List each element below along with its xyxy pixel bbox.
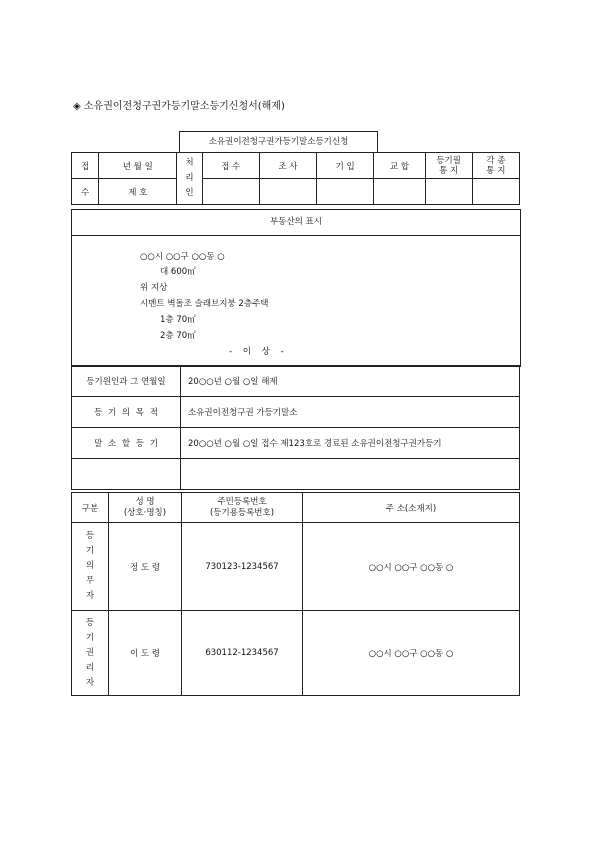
col-misc-notice (472, 153, 519, 179)
col-inspection: 조 사 (259, 153, 316, 179)
property-heading-text: 부동산의 표시 (270, 217, 322, 227)
obligee-name: 이 도 령 (109, 611, 182, 696)
property-line-address: ○○시 ○○구 ○○동 ○ (140, 252, 225, 262)
application-header-box (179, 131, 378, 153)
id-header (182, 493, 303, 523)
reception-date-header: 년 월 일 (99, 153, 177, 179)
completion-notice-line2: 통 지 (439, 165, 459, 176)
property-line-land: 대 600㎡ (160, 267, 196, 277)
obligor-id: 730123-1234567 (182, 523, 303, 611)
blank-misc-notice-cell (472, 179, 519, 205)
purpose-value: 소유권이전청구권 가등기말소 (181, 397, 520, 428)
cause-label: 등기원인과 그 연월일 (72, 366, 181, 397)
kind-header: 구분 (72, 493, 109, 523)
obligor-address: ○○시 ○○구 ○○동 ○ (303, 523, 520, 611)
obligor-kind (72, 523, 109, 611)
document-title-row (73, 97, 285, 112)
property-section (71, 209, 521, 367)
blank-reception-cell (202, 179, 259, 205)
cancel-registration-value: 20○○년 ○월 ○일 접수 제123호로 경료된 소유권이전청구권가등기 (181, 428, 520, 459)
application-header-label: 소유권이전청구권가등기말소등기신청 (208, 137, 349, 147)
obligee-kind-char: 기 (85, 632, 95, 643)
property-line-end: - 이 상 - (229, 347, 284, 357)
blank-value-cell (181, 459, 520, 490)
col-entry: 기 입 (317, 153, 374, 179)
processor-char-3: 인 (185, 188, 194, 198)
obligee-kind-char: 리 (85, 662, 95, 673)
name-header-line1: 성 명 (135, 496, 155, 507)
document-title: 소유권이전청구권가등기말소등기신청서(해제) (83, 101, 285, 112)
obligee-kind-char: 등 (85, 617, 95, 628)
property-line-above: 위 지상 (140, 283, 168, 293)
cause-value: 20○○년 ○월 ○일 해제 (181, 366, 520, 397)
name-header-line2: (상호·명칭) (123, 507, 167, 518)
processor-char-1: 처 (185, 158, 194, 168)
diamond-bullet-icon: ◈ (73, 101, 81, 112)
col-verification: 교 합 (374, 153, 425, 179)
blank-entry-cell (317, 179, 374, 205)
obligee-id: 630112-1234567 (182, 611, 303, 696)
completion-notice-line1: 등기필 (436, 155, 461, 166)
obligor-name: 정 도 령 (109, 523, 182, 611)
reception-number-cell: 제 호 (99, 179, 177, 205)
property-line-structure: 시멘트 벽돌조 슬래브지붕 2층주택 (140, 299, 269, 309)
col-reception: 접 수 (202, 153, 259, 179)
obligor-kind-char: 의 (85, 561, 95, 571)
reception-su-cell: 수 (72, 179, 99, 205)
table-row (72, 523, 520, 611)
obligee-kind-char: 권 (85, 647, 95, 658)
parties-table (71, 492, 520, 696)
registration-info-table (71, 365, 520, 490)
id-header-line1: 주민등록번호 (217, 496, 267, 507)
obligee-address: ○○시 ○○구 ○○동 ○ (303, 611, 520, 696)
obligee-kind (72, 611, 109, 696)
misc-notice-line1: 각 종 (486, 155, 506, 166)
misc-notice-line2: 통 지 (486, 165, 506, 176)
id-header-line2: (등기용등록번호) (209, 507, 275, 518)
property-heading (72, 210, 520, 236)
reception-jeop-cell: 접 (72, 153, 99, 179)
obligor-kind-char: 등 (85, 531, 95, 541)
blank-inspection-cell (259, 179, 316, 205)
obligor-kind-char: 무 (85, 576, 95, 586)
processor-char-2: 리 (185, 173, 194, 183)
reception-table (71, 152, 520, 205)
property-line-floor2: 2층 70㎡ (160, 331, 196, 341)
blank-verification-cell (374, 179, 425, 205)
blank-completion-notice-cell (425, 179, 472, 205)
name-header (109, 493, 182, 523)
address-header: 주 소(소재지) (303, 493, 520, 523)
cancel-registration-label: 말 소 할 등 기 (72, 428, 181, 459)
col-completion-notice (425, 153, 472, 179)
obligee-kind-char: 자 (85, 677, 95, 688)
blank-label-cell (72, 459, 181, 490)
table-row (72, 611, 520, 696)
property-line-floor1: 1층 70㎡ (160, 315, 196, 325)
obligor-kind-char: 기 (85, 546, 95, 556)
obligor-kind-char: 자 (85, 591, 95, 601)
processor-header (177, 153, 202, 205)
purpose-label: 등 기 의 목 적 (72, 397, 181, 428)
